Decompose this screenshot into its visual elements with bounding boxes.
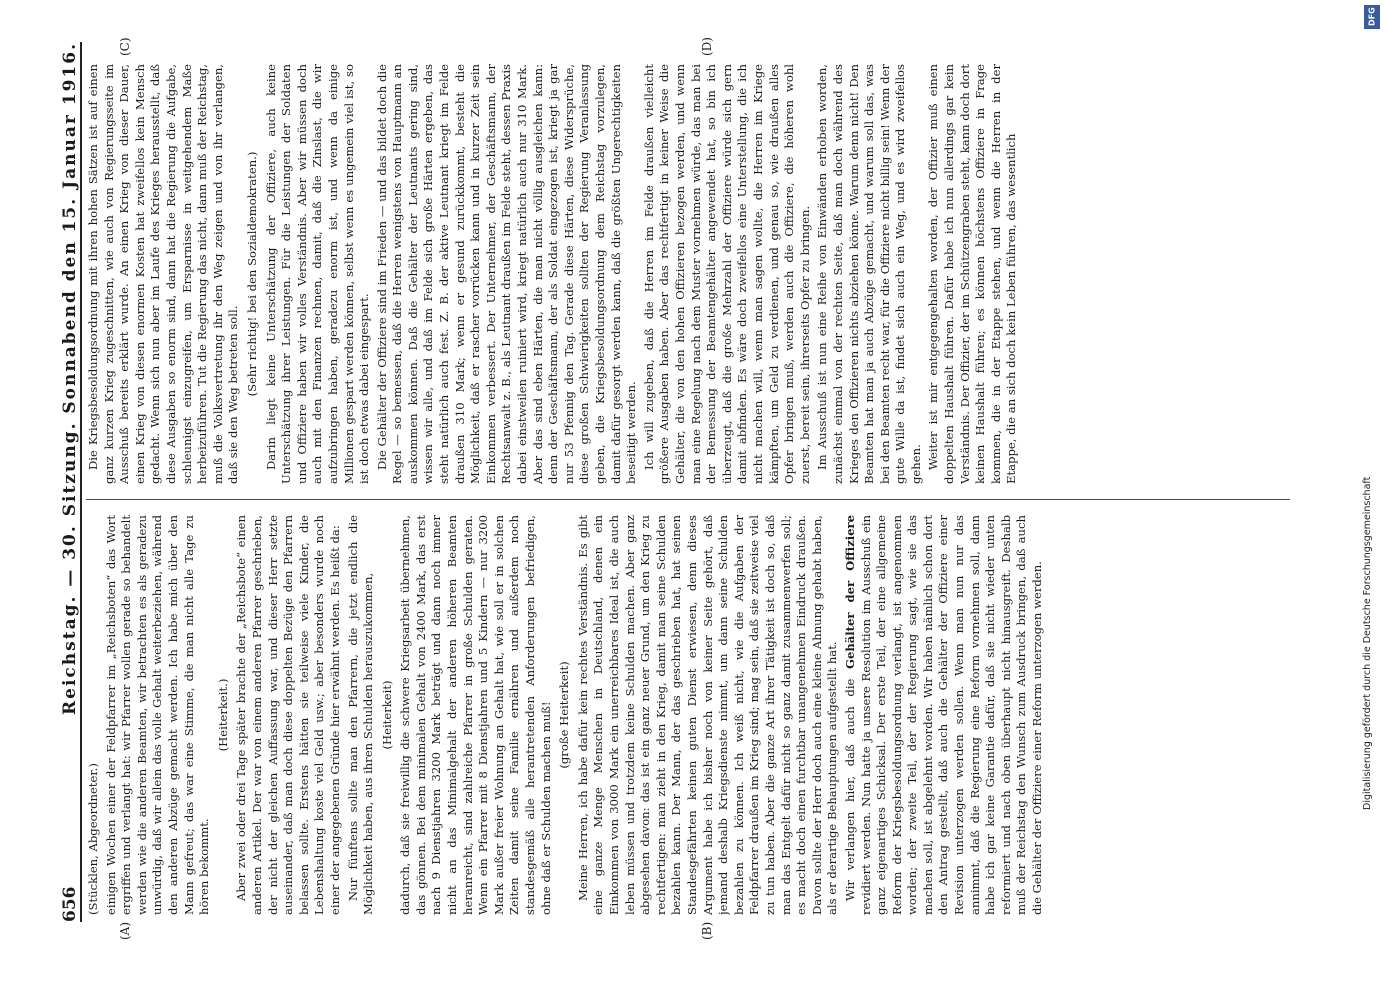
paragraph: Die Kriegsbesoldungsordnung mit ihren hohen Sätzen ist auf einen ganz kurzen Krieg zugeschnitten, wie auch von Regierungsseite im Ausschuß bereits erklärt wurde. An einen Krieg von dieser Dauer, einen Krieg von diesen enormen Kosten hat zweifellos kein Mensch gedacht. Wenn sich nun aber im Laufe des Krieges herausstellt, daß diese Ausgaben so enorm sind, dann hat die Regierung die Aufgabe, schleunigst einzugreifen, um Ersparnisse in weitgehendem Maße herbeizuführen. Tut die Regierung das nicht, dann muß der Reichstag, muß die Volksvertretung ihr den Weg zeigen und von ihr verlangen, daß sie den Weg betreten soll. [86, 64, 241, 484]
paragraph: Nur fünftens sollte man den Pfarrern, die jetzt endlich die Möglichkeit haben, aus ihren Schulden herauszukommen, [345, 515, 376, 915]
margin-tag-c: (C) [118, 37, 132, 56]
paragraph: Aber zwei oder drei Tage später brachte der „Reichsbote“ einen anderen Artikel. Der war von einem anderen Pfarrer geschrieben, der nicht der gleichen Auffassung war, und dieser Herr setzte auseinander, daß man doch diese doppelten Bezüge den Pfarrern belassen sollte. Erstens hätten sie teilweise viele Kinder, die Lebenshaltung koste viel Geld usw.; aber besonders wurde noch einer der angegebenen Gründe hier erwähnt werden. Es heißt da: [234, 515, 342, 915]
paragraph: einigen Wochen einer der Feldpfarrer im „Reichsboten“ das Wort ergriffen und verlangt hat: wir Pfarrer wollen gerade so behandelt werden wie die anderen Beamten, wir betrachten es als geradezu unwürdig, daß wir allein das volle Gehalt weiterbeziehen, während den anderen Abzüge gemacht werden. Ich habe mich über den Mann gefreut; das war eine Stimme, die man nicht alle Tage zu hören bekommt. [103, 515, 212, 915]
reaction: (Heiterkeit.) [215, 678, 230, 752]
paragraph-officer-salaries [843, 515, 1046, 915]
paragraph-text: Wir verlangen hier, daß auch die [842, 668, 857, 901]
paragraph: Weiter ist mir entgegengehalten worden, der Offizier muß einen doppelten Haushalt führen. Dafür habe ich nun allerdings gar kein Verständnis. Der Offizier, der im Schützengraben steht, kann doch dort keinen Haushalt führen; es können höchstens Offiziere in Frage kommen, die in der Etappe stehen, und wenn die Herren in der Etappe, die an sich doch kein Leben führen, das wesentlich [926, 64, 1019, 484]
dfg-logo: DFG [1364, 5, 1380, 29]
paragraph: Ich will zugeben, daß die Herren im Felde draußen vielleicht größere Ausgaben haben. Aber das rechtfertigt in keiner Weise die Gehälter, die von den hohen Offizieren bezogen werden, und wenn man eine Regelung nach dem Muster vornehmen würde, das man bei der Bemessung der Beamtengehälter angewendet hat, so bin ich überzeugt, daß die große Mehrzahl der Offiziere würde sich gern damit abfinden. Es wäre doch zweifellos eine Unterstellung, die ich nicht machen will, wenn man sagen wollte, die Herren im Kriege kämpften, um Geld zu verdienen, und genau so, wie draußen alles Opfer bringen muß, werden auch die Offiziere, die höheren wohl zuerst, bereit sein, ihrerseits Opfer zu bringen. [641, 64, 812, 484]
paragraph: Die Gehälter der Offiziere sind im Frieden — und das bildet doch die Regel — so bemessen, daß die Herren wenigstens von Hauptmann an auskommen können. Daß die Gehälter der Leutnants gering sind, wissen wir alle, und daß im Felde sich große Härten ergeben, das steht natürlich auch fest. Z. B. der aktive Leutnant kriegt im Felde draußen 310 Mark; wenn er gesund zurückkommt, besteht die Möglichkeit, daß er rascher vorrücken kann und in kurzer Zeit sein Einkommen verbessert. Der Unternehmer, der Geschäftsmann, der Rechtsanwalt z. B., als Leutnant draußen im Felde steht, dessen Praxis dabei einstweilen ruiniert wird, kriegt natürlich auch nur 310 Mark. Aber das sind eben Härten, die man nicht völlig ausgleichen kann: denn der Geschäftsmann, der als Soldat eingezogen ist, kriegt ja gar nur 53 Pfennig den Tag. Gerade diese Härten, diese Widersprüche, diese großen Schwierigkeiten sollten der Regierung Veranlassung geben, die Kriegsbesoldungsordnung dem Reichstag vorzulegen, damit dafür gesorgt werden kann, daß die größten Ungerechtigkeiten beseitigt werden. [374, 64, 639, 484]
paragraph: Darin liegt keine Unterschätzung der Offiziere, auch keine Unterschätzung ihrer Leistungen. Für die Leistungen der Soldaten und Offiziere haben wir volles Verständnis. Aber wir müssen doch auch mit den Finanzen rechnen, damit, daß die Zinslast, die wir aufzubringen haben, geradezu enorm ist, und wenn da einige Millionen gespart werden können, selbst wenn es ungemein viel ist, so ist doch etwas dabei eingespart. [263, 64, 372, 484]
reaction: (Heiterkeit) [379, 680, 394, 750]
paragraph: dadurch, daß sie freiwillig die schwere Kriegsarbeit übernehmen, das gönnen. Bei dem minimalen Gehalt von 2400 Mark, das erst nach 9 Dienstjahren 3200 Mark beträgt und dann noch immer nicht an das Minimalgehalt der anderen höheren Beamten heranreicht, sind zahlreiche Pfarrer in große Schulden geraten. Wenn ein Pfarrer mit 8 Dienstjahren und 5 Kindern — nur 3200 Mark außer freier Wohnung an Gehalt hat, wie soll er in solchen Zeiten damit seine Familie ernähren und außerdem noch standesgemäß alle herantretenden Anforderungen befriedigen, ohne daß er Schulden machen muß! [398, 515, 553, 915]
speaker-intro: (Stücklen, Abgeordneter.) [86, 763, 100, 915]
paragraph: Im Ausschuß ist nun eine Reihe von Einwänden erhoben worden, zunächst einmal von der rechten Seite, daß man doch während des Krieges den Offizieren nichts abziehen könne. Warum denn nicht! Den Beamten hat man ja auch Abzüge gemacht, und warum soll das, was bei den Beamten recht war, für die Offiziere nicht billig sein! Wenn der gute Wille da ist, findet sich auch ein Weg, und es wird zweifellos gehen. [815, 64, 923, 484]
running-head [50, 42, 82, 922]
paragraph-text: revidiert werden. Nun hatte ja unsere Resolution im Ausschuß ein ganz eigenartiges Schicksal. Der erste Teil, der eine allgemeine Reform der Kriegsbesoldungsordnung verlangt, ist angenommen worden; der zweite Teil, der der Regierung sagt, wie sie das machen soll, ist abgelehnt worden. Wir haben nämlich schon dort den Antrag gestellt, daß auch die Gehälter der Offiziere einer Revision unterzogen werden sollen. Wenn man nun nur das annimmt, daß die Regierung eine Reform vornehmen soll, dann habe ich gar keine Garantie dafür, daß sie nicht wieder unten reformiert und nach oben überhaupt nicht hinausgreift. Deshalb muß der Reichstag den Wunsch zum Ausdruck bringen, daß auch die Gehälter der Offiziere einer Reform unterzogen werden. [858, 515, 1045, 915]
margin-tag-a: (A) [118, 921, 132, 940]
right-column [86, 64, 1290, 484]
margin-tag-d: (D) [700, 37, 714, 56]
digitization-note: Digitalisierung gefördert durch die Deutsche Forschungsgemeinschaft [1362, 476, 1373, 810]
left-column [86, 515, 1290, 915]
page-number: 656 [60, 886, 80, 922]
emphasis-officer-salaries: Gehälter der Offiziere [842, 515, 857, 669]
reaction: (große Heiterkeit) [557, 661, 572, 769]
margin-tag-b: (B) [700, 921, 714, 940]
paragraph: Meine Herren, ich habe dafür kein rechtes Verständnis. Es gibt eine ganze Menge Menschen in Deutschland, denen ein Einkommen von 3000 Mark ein unerreichbares Ideal ist, die auch leben müssen und trotzdem keine Schulden machen. Aber ganz abgesehen davon: das ist ein ganz neuer Grund, um den Krieg zu rechtfertigen: man zieht in den Krieg, damit man seine Schulden bezahlen kann. Der Mann, der das geschrieben hat, hat seinen Standesgefährten keinen guten Dienst erwiesen, denn dieses Argument habe ich bisher noch von keiner Seite gehört, daß jemand deshalb Kriegsdienste nimmt, um dann seine Schulden bezahlen zu können. Ich weiß nicht, wie die Aufgaben der Feldpfarrer draußen im Krieg sind; mag sein, daß sie zeitweise viel zu tun haben. Aber die ganze Art ihrer Tätigkeit ist doch so, daß man das Entgelt dafür nicht so ganz damit zusammenwerfen soll; es macht doch einen furchtbar unangenehmen Eindruck draußen. Davon sollte der Herr doch auch eine kleine Ahnung gehabt haben, als er derartige Behauptungen aufgestellt hat. [575, 515, 840, 915]
column-divider [86, 499, 1290, 500]
reaction: (Sehr richtig! bei den Sozialdemokraten.) [244, 151, 259, 397]
page-title: Reichstag. — 30. Sitzung. Sonnabend den 15. Januar 1916. [60, 42, 80, 715]
